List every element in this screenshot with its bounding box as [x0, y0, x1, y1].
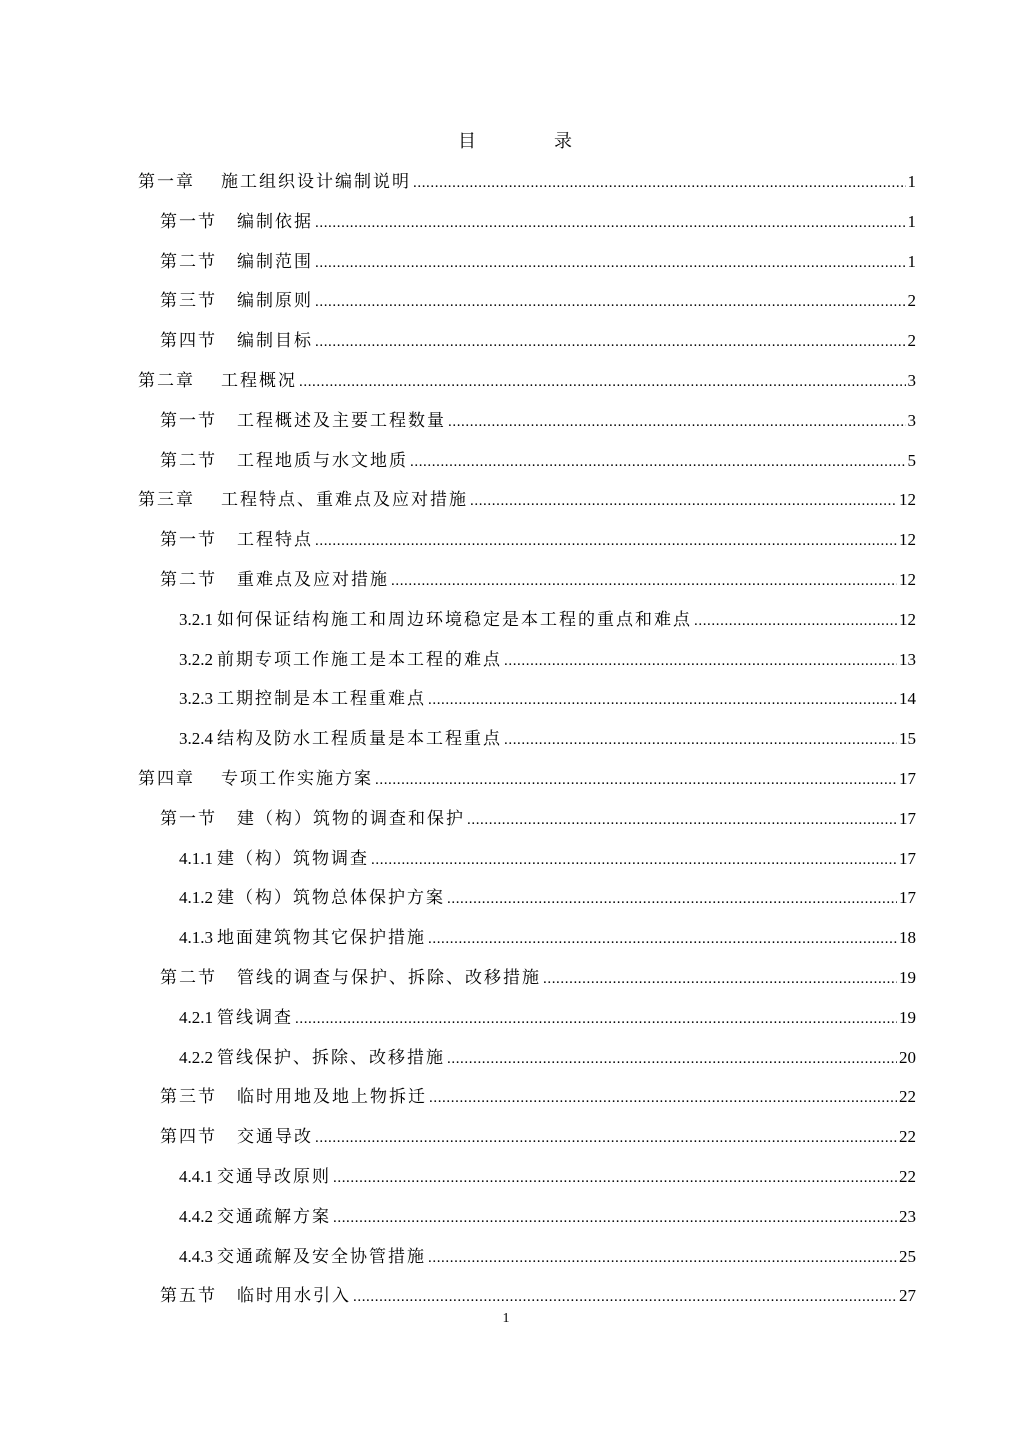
toc-entry-title: 如何保证结构施工和周边环境稳定是本工程的重点和难点 [217, 609, 692, 630]
toc-entry[interactable] [138, 1237, 916, 1277]
toc-entry-title: 重难点及应对措施 [237, 569, 389, 590]
toc-entry-number: 3.2.4 [179, 729, 213, 749]
toc-entry[interactable] [138, 1197, 916, 1237]
toc-leader-dots [428, 681, 897, 721]
toc-entry-title: 专项工作实施方案 [221, 768, 373, 789]
toc-entry[interactable] [138, 242, 916, 282]
toc-leader-dots [413, 164, 906, 204]
toc-entry-page: 20 [899, 1047, 916, 1067]
toc-entry-page: 14 [899, 689, 916, 709]
toc-entry-number: 4.1.3 [179, 928, 213, 948]
toc-entry-page: 17 [899, 888, 916, 908]
toc-entry[interactable] [138, 600, 916, 640]
toc-entry-page: 12 [899, 530, 916, 550]
toc-entry-number: 4.1.1 [179, 848, 213, 868]
toc-leader-dots [694, 602, 897, 642]
toc-entry-number: 第四节 [160, 331, 217, 352]
toc-entry-title: 工程概述及主要工程数量 [237, 410, 446, 431]
toc-leader-dots [375, 761, 897, 801]
toc-entry[interactable] [138, 1077, 916, 1117]
toc-entry-title: 前期专项工作施工是本工程的难点 [217, 649, 502, 670]
toc-leader-dots [448, 403, 906, 443]
toc-entry[interactable] [138, 560, 916, 600]
toc-entry[interactable] [138, 1157, 916, 1197]
toc-entry-title: 结构及防水工程质量是本工程重点 [217, 729, 502, 750]
toc-leader-dots [295, 1000, 897, 1040]
toc-entry-title: 建（构）筑物的调查和保护 [237, 808, 465, 829]
toc-entry-number: 第一章 [138, 172, 195, 192]
toc-entry-page: 22 [899, 1087, 916, 1107]
toc-entry[interactable] [138, 640, 916, 680]
toc-leader-dots [315, 1119, 897, 1159]
toc-leader-dots [315, 283, 906, 323]
toc-entry-title: 工程特点、重难点及应对措施 [221, 490, 468, 511]
toc-entry[interactable] [138, 401, 916, 441]
toc-entry-page: 15 [899, 729, 916, 749]
toc-entry[interactable] [138, 162, 916, 202]
toc-title: 目 录 [458, 131, 602, 152]
toc-entry-page: 5 [907, 450, 916, 470]
page-number: 1 [502, 1311, 510, 1326]
toc-entry-page: 22 [899, 1166, 916, 1186]
toc-leader-dots [410, 443, 906, 483]
toc-entry-number: 4.2.1 [179, 1007, 213, 1027]
toc-entry-page: 23 [899, 1206, 916, 1226]
toc-entry-number: 4.4.1 [179, 1166, 213, 1186]
toc-entry[interactable] [138, 520, 916, 560]
toc-leader-dots [447, 880, 897, 920]
toc-entry-page: 12 [899, 490, 916, 510]
toc-entry-number: 3.2.3 [179, 689, 213, 709]
toc-entry-title: 工程概况 [221, 370, 297, 391]
toc-leader-dots [429, 1079, 897, 1119]
toc-entry-page: 17 [899, 848, 916, 868]
toc-entry[interactable] [138, 799, 916, 839]
toc-entry-page: 25 [899, 1246, 916, 1266]
toc-entry-number: 4.2.2 [179, 1047, 213, 1067]
toc-entry-title: 管线保护、拆除、改移措施 [217, 1047, 445, 1068]
toc-entry-number: 第一节 [160, 530, 217, 551]
toc-leader-dots [299, 363, 906, 403]
toc-entry[interactable] [138, 759, 916, 799]
toc-entry[interactable] [138, 441, 916, 481]
toc-entry-number: 第二节 [160, 967, 217, 988]
toc-leader-dots [543, 960, 897, 1000]
toc-entry-title: 编制目标 [237, 331, 313, 352]
toc-entry-number: 第二章 [138, 370, 195, 391]
toc-entry[interactable] [138, 480, 916, 520]
toc-entry-page: 17 [899, 808, 916, 828]
toc-entry-page: 13 [899, 649, 916, 669]
toc-entry-number: 3.2.2 [179, 649, 213, 669]
toc-entry-number: 第二节 [160, 251, 217, 272]
toc-entry-title: 编制原则 [237, 291, 313, 312]
toc-entry-page: 27 [899, 1286, 916, 1306]
toc-entry-number: 第三节 [160, 1087, 217, 1108]
toc-entry[interactable] [138, 321, 916, 361]
toc-leader-dots [315, 323, 906, 363]
toc-entry[interactable] [138, 918, 916, 958]
toc-entry-number: 第一节 [160, 211, 217, 232]
toc-leader-dots [315, 204, 906, 244]
toc-leader-dots [315, 244, 906, 284]
toc-entry-page: 18 [899, 928, 916, 948]
toc-entry-number: 第四章 [138, 768, 195, 789]
toc-entry-number: 第一节 [160, 808, 217, 829]
toc-leader-dots [391, 562, 897, 602]
toc-entry-number: 第一节 [160, 410, 217, 431]
toc-leader-dots [467, 801, 897, 841]
toc-leader-dots [333, 1159, 897, 1199]
toc-entry-title: 工期控制是本工程重难点 [217, 689, 426, 710]
toc-entry-number: 4.1.2 [179, 888, 213, 908]
toc-entry-number: 4.4.2 [179, 1206, 213, 1226]
toc-entry[interactable] [138, 998, 916, 1038]
toc-entry-page: 22 [899, 1127, 916, 1147]
toc-entry-title: 临时用水引入 [237, 1286, 351, 1307]
toc-entry[interactable] [138, 679, 916, 719]
toc-leader-dots [333, 1199, 897, 1239]
toc-entry[interactable] [138, 361, 916, 401]
toc-entry-title: 交通疏解及安全协管措施 [217, 1246, 426, 1267]
toc-leader-dots [504, 721, 897, 761]
toc-entry-title: 交通疏解方案 [217, 1206, 331, 1227]
table-of-contents [138, 162, 916, 1316]
toc-entry-number: 第四节 [160, 1127, 217, 1148]
toc-entry-number: 第二节 [160, 569, 217, 590]
toc-leader-dots [315, 522, 897, 562]
toc-entry-page: 12 [899, 609, 916, 629]
toc-entry-number: 第三章 [138, 490, 195, 511]
toc-leader-dots [504, 642, 897, 682]
toc-entry[interactable] [138, 202, 916, 242]
toc-entry-page: 1 [907, 251, 916, 271]
toc-entry-title: 施工组织设计编制说明 [221, 172, 411, 192]
toc-leader-dots [470, 482, 897, 522]
toc-entry[interactable] [138, 281, 916, 321]
toc-entry-number: 第二节 [160, 450, 217, 471]
toc-entry-title: 工程特点 [237, 530, 313, 551]
toc-entry-page: 2 [907, 331, 916, 351]
toc-entry-page: 1 [907, 172, 916, 191]
toc-entry-title: 交通导改原则 [217, 1166, 331, 1187]
toc-entry-title: 临时用地及地上物拆迁 [237, 1087, 427, 1108]
toc-entry-number: 第三节 [160, 291, 217, 312]
toc-entry-page: 1 [907, 211, 916, 231]
toc-entry[interactable] [138, 719, 916, 759]
toc-entry-page: 19 [899, 967, 916, 987]
toc-entry[interactable] [138, 958, 916, 998]
toc-entry-page: 3 [907, 410, 916, 430]
toc-leader-dots [371, 841, 897, 881]
toc-entry-number: 3.2.1 [179, 609, 213, 629]
toc-entry[interactable] [138, 1038, 916, 1078]
toc-entry-title: 编制范围 [237, 251, 313, 272]
toc-entry-title: 管线调查 [217, 1007, 293, 1028]
toc-leader-dots [447, 1040, 897, 1080]
toc-entry-title: 建（构）筑物总体保护方案 [217, 888, 445, 909]
toc-entry-title: 建（构）筑物调查 [217, 848, 369, 869]
toc-entry-page: 17 [899, 768, 916, 788]
toc-entry[interactable] [138, 839, 916, 879]
toc-entry-title: 地面建筑物其它保护措施 [217, 928, 426, 949]
toc-entry[interactable] [138, 1117, 916, 1157]
toc-entry-number: 第五节 [160, 1286, 217, 1307]
toc-leader-dots [428, 920, 897, 960]
toc-entry-page: 12 [899, 569, 916, 589]
toc-entry-title: 编制依据 [237, 211, 313, 232]
toc-entry-number: 4.4.3 [179, 1246, 213, 1266]
toc-entry-page: 2 [907, 291, 916, 311]
toc-entry-title: 工程地质与水文地质 [237, 450, 408, 471]
toc-entry-page: 3 [907, 370, 916, 390]
toc-entry-title: 交通导改 [237, 1127, 313, 1148]
toc-leader-dots [428, 1239, 897, 1279]
toc-entry-title: 管线的调查与保护、拆除、改移措施 [237, 967, 541, 988]
toc-entry[interactable] [138, 878, 916, 918]
toc-entry-page: 19 [899, 1007, 916, 1027]
